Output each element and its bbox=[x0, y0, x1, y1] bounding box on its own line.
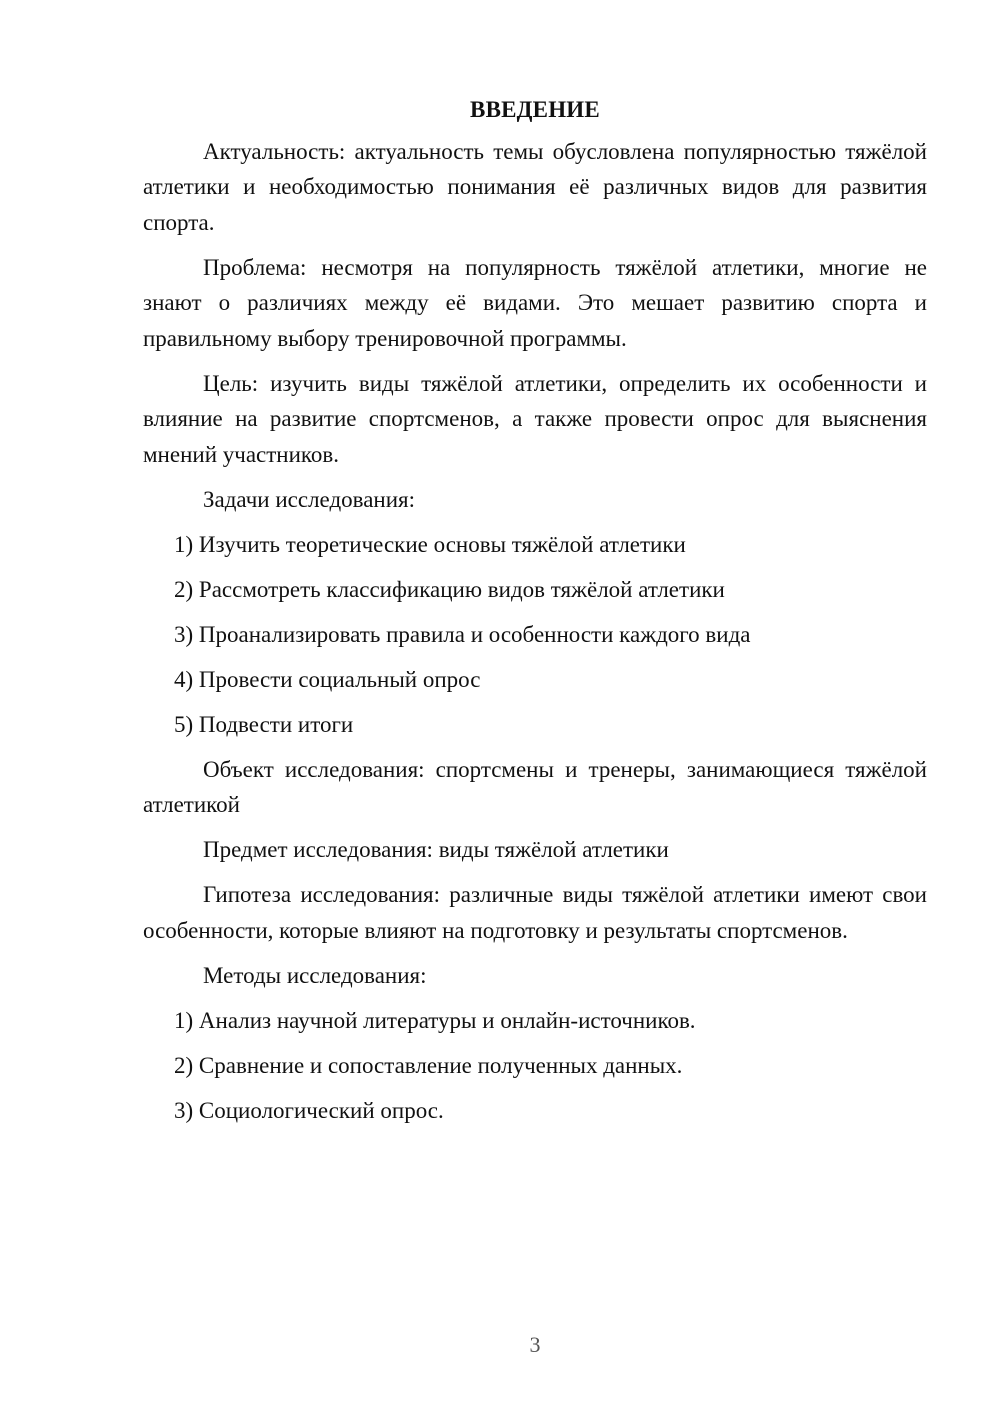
paragraph-hypothesis: Гипотеза исследования: различные виды тяжёлой атлетики имеют свои особенности, которые влияют на подготовку и результаты спортсменов. bbox=[143, 882, 927, 943]
list-item: 2) Сравнение и сопоставление полученных данных. bbox=[174, 1052, 683, 1078]
paragraph-problem: Проблема: несмотря на популярность тяжёлой атлетики, многие не знают о различиях между её видами. Это мешает развитию спорта и правильному выбору тренировочной программы. bbox=[143, 254, 927, 351]
list-item: 1) Изучить теоретические основы тяжёлой атлетики bbox=[174, 531, 686, 557]
list-item: 4) Провести социальный опрос bbox=[174, 666, 481, 692]
list-item: 2) Рассмотреть классификацию видов тяжёлой атлетики bbox=[174, 576, 725, 602]
tasks-list bbox=[143, 527, 927, 743]
paragraph-goal: Цель: изучить виды тяжёлой атлетики, определить их особенности и влияние на развитие спортсменов, а также провести опрос для выяснения мнений участников. bbox=[143, 370, 927, 467]
list-item: 1) Анализ научной литературы и онлайн-источников. bbox=[174, 1007, 696, 1033]
paragraph-subject: Предмет исследования: виды тяжёлой атлетики bbox=[203, 837, 669, 862]
methods-list bbox=[143, 1003, 927, 1129]
methods-heading: Методы исследования: bbox=[203, 962, 427, 988]
paragraph-relevance: Актуальность: актуальность темы обусловлена популярностью тяжёлой атлетики и необходимостью понимания её различных видов для развития спорта. bbox=[143, 138, 927, 235]
list-item: 5) Подвести итоги bbox=[174, 711, 354, 737]
list-item: 3) Социологический опрос. bbox=[174, 1097, 444, 1123]
list-item: 3) Проанализировать правила и особенности каждого вида bbox=[174, 621, 751, 647]
section-title: ВВЕДЕНИЕ bbox=[470, 97, 600, 122]
document-page bbox=[143, 92, 927, 1138]
tasks-heading: Задачи исследования: bbox=[203, 486, 416, 512]
paragraph-object: Объект исследования: спортсмены и тренеры, занимающиеся тяжёлой атлетикой bbox=[143, 756, 927, 817]
page-number: 3 bbox=[529, 1332, 541, 1357]
